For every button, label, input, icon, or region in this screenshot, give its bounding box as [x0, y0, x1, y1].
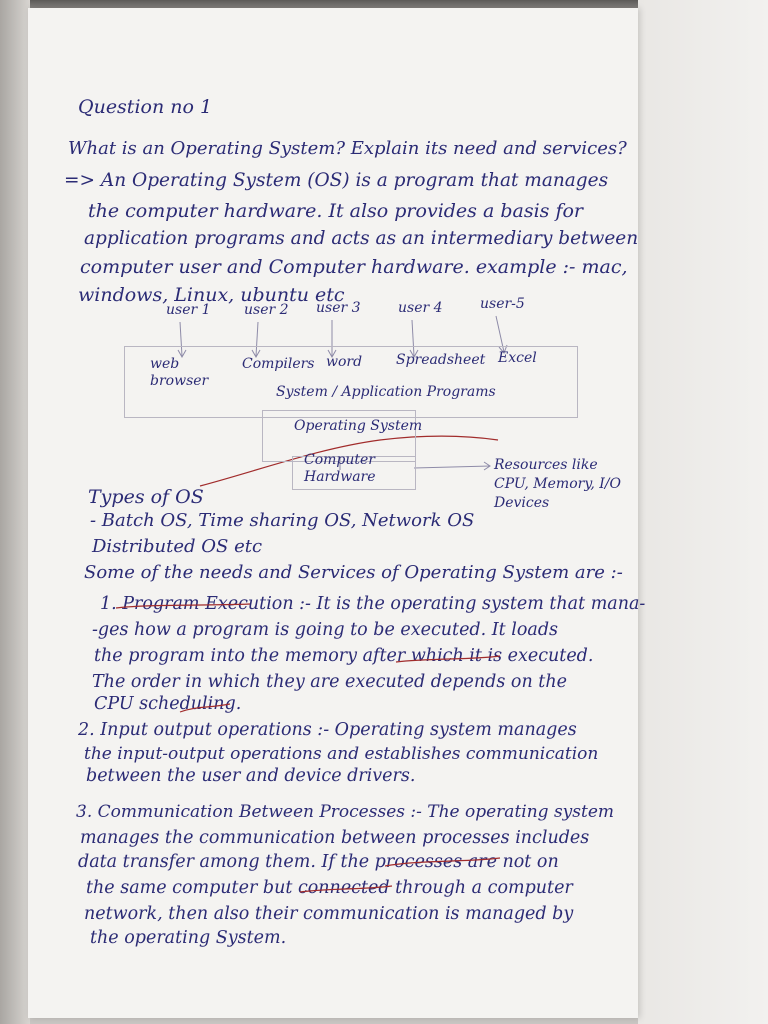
app-compilers: Compilers — [242, 356, 315, 372]
point-1-line-5: CPU scheduling. — [94, 694, 242, 714]
point-3-line-3: data transfer among them. If the processes are not on — [78, 852, 559, 872]
answer-line-3: application programs and acts as an intermediary between — [84, 228, 639, 249]
user-1-label: user 1 — [166, 302, 211, 318]
hardware-layer-label: Computer Hardware — [304, 452, 376, 485]
os-layer-label: Operating System — [294, 418, 423, 434]
point-1-line-1: 1. Program Execution :- It is the operating system that mana- — [100, 594, 646, 614]
point-2-line-2: the input-output operations and establishes communication — [84, 744, 599, 764]
question-heading: Question no 1 — [78, 96, 213, 118]
types-heading: Types of OS — [88, 486, 204, 508]
app-web-browser: web browser — [150, 356, 209, 389]
answer-line-1: => An Operating System (OS) is a program that manages — [64, 170, 609, 191]
point-3-line-6: the operating System. — [90, 928, 287, 948]
app-word: word — [326, 354, 363, 370]
user-3-label: user 3 — [316, 300, 361, 316]
point-2-line-3: between the user and device drivers. — [86, 766, 416, 786]
point-3-line-1: 3. Communication Between Processes :- The operating system — [76, 802, 615, 822]
user-2-label: user 2 — [244, 302, 289, 318]
point-1-line-3: the program into the memory after which it is executed. — [94, 646, 594, 666]
application-layer-label: System / Application Programs — [276, 384, 496, 400]
user-4-label: user 4 — [398, 300, 443, 316]
answer-line-2: the computer hardware. It also provides a basis for — [88, 200, 583, 222]
answer-line-5: windows, Linux, ubuntu etc — [78, 284, 345, 306]
point-3-line-2: manages the communication between processes includes — [80, 828, 590, 848]
types-line-2: Distributed OS etc — [92, 536, 263, 557]
point-1-line-4: The order in which they are executed depends on the — [92, 672, 567, 692]
app-spreadsheet: Spreadsheet — [396, 352, 486, 368]
question-prompt: What is an Operating System? Explain its need and services? — [68, 138, 627, 159]
resources-note: Resources like CPU, Memory, I/O Devices — [494, 457, 621, 511]
user-5-label: user-5 — [480, 296, 525, 312]
point-2-line-1: 2. Input output operations :- Operating system manages — [78, 720, 577, 740]
answer-line-4: computer user and Computer hardware. example :- mac, — [80, 256, 628, 278]
point-3-line-4: the same computer but connected through a computer — [86, 878, 573, 898]
app-excel: Excel — [498, 350, 537, 366]
services-intro: Some of the needs and Services of Operating System are :- — [84, 562, 623, 583]
point-3-line-5: network, then also their communication is managed by — [84, 904, 574, 924]
types-line-1: - Batch OS, Time sharing OS, Network OS — [90, 510, 475, 531]
point-1-line-2: -ges how a program is going to be executed. It loads — [92, 620, 559, 640]
